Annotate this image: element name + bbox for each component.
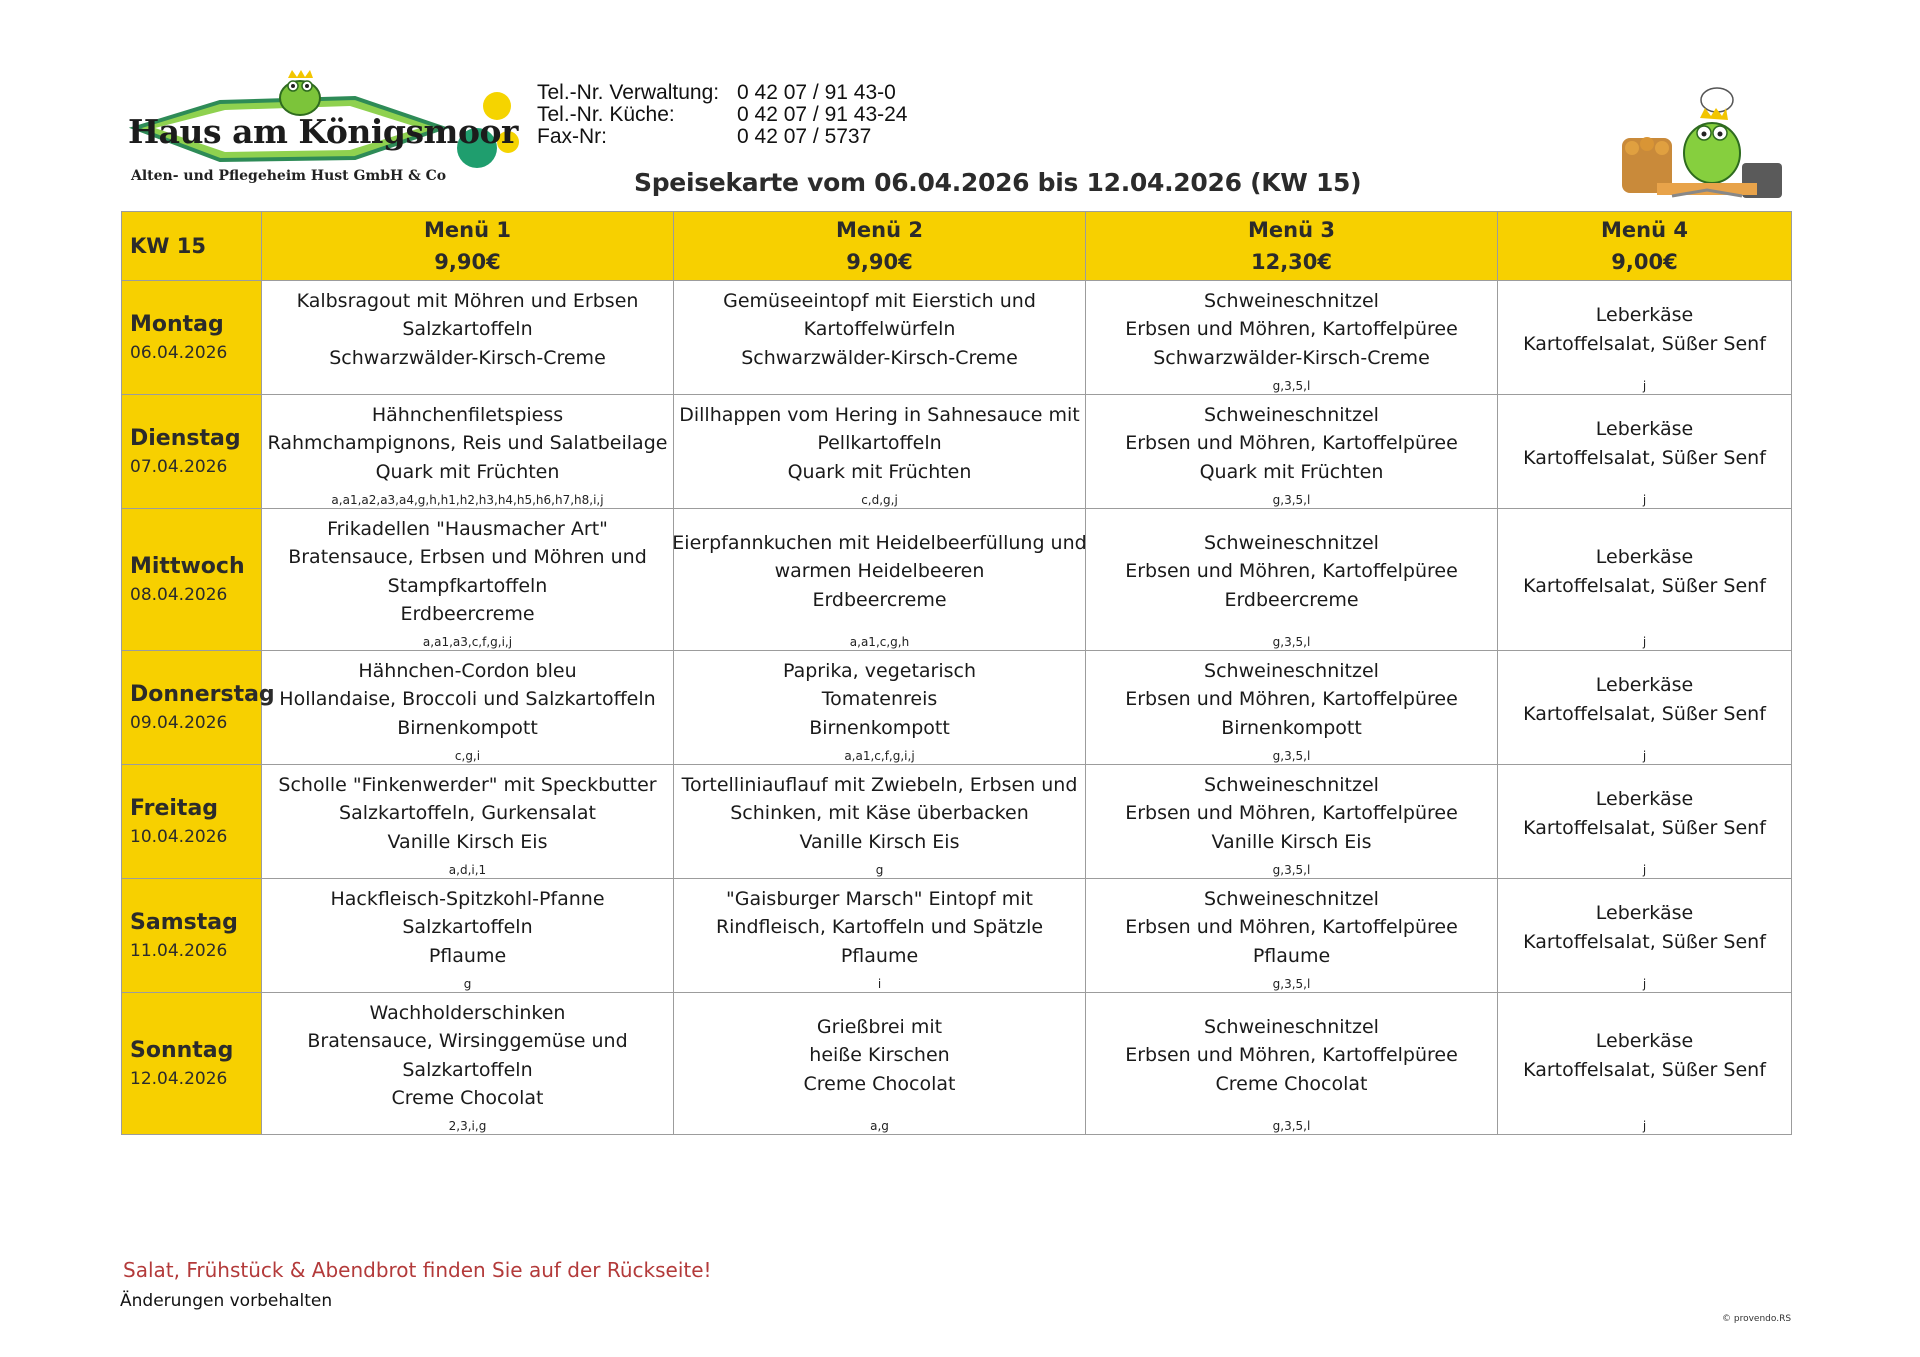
contact-row xyxy=(537,82,907,104)
menu-name: Menü 4 xyxy=(1601,218,1688,242)
dish-line: Salzkartoffeln xyxy=(402,318,533,341)
menu-header-row xyxy=(122,212,1792,281)
dish-line: Birnenkompott xyxy=(1221,716,1362,739)
dish-line: Leberkäse xyxy=(1595,1030,1694,1052)
allergen-codes: j xyxy=(1642,749,1647,763)
dish-line: Leberkäse xyxy=(1595,418,1694,440)
dish-line: Erbsen und Möhren, Kartoffelpüree xyxy=(1125,318,1458,341)
contact-info xyxy=(537,82,907,148)
dish-cell xyxy=(1498,281,1792,395)
dish-line: heiße Kirschen xyxy=(809,1044,950,1067)
dish-line: Birnenkompott xyxy=(397,716,538,739)
dish-text xyxy=(262,395,673,508)
contact-row xyxy=(537,104,907,126)
dish-line: Bratensauce, Erbsen und Möhren und xyxy=(288,546,647,568)
dish-line: Pflaume xyxy=(1252,944,1331,967)
menu-price: 9,90€ xyxy=(846,250,913,274)
dish-text xyxy=(1498,765,1791,878)
dish-line: Leberkäse xyxy=(1595,304,1694,326)
day-row xyxy=(122,395,1792,509)
dish-text xyxy=(1498,281,1791,394)
dish-line: Schweineschnitzel xyxy=(1204,887,1379,910)
allergen-codes: j xyxy=(1642,493,1647,507)
allergen-codes: g,3,5,l xyxy=(1272,635,1311,649)
logo xyxy=(125,70,525,200)
dish-text xyxy=(262,281,673,394)
footer-note: Salat, Frühstück & Abendbrot finden Sie auf der Rückseite! xyxy=(123,1258,712,1282)
allergen-codes: a,a1,a2,a3,a4,g,h,h1,h2,h3,h4,h5,h6,h7,h8,i,j xyxy=(331,493,604,507)
allergen-codes: c,g,i xyxy=(454,749,481,763)
dish-line: Kartoffelsalat, Süßer Senf xyxy=(1523,446,1766,469)
dish-line: Erbsen und Möhren, Kartoffelpüree xyxy=(1125,688,1458,711)
allergen-codes: a,a1,c,g,h xyxy=(849,635,910,649)
dish-cell xyxy=(1498,395,1792,509)
dish-line: Schinken, mit Käse überbacken xyxy=(730,802,1029,825)
allergen-codes: j xyxy=(1642,635,1647,649)
dish-cell xyxy=(1498,651,1792,765)
day-row xyxy=(122,509,1792,651)
day-name: Montag xyxy=(130,311,224,337)
allergen-codes: j xyxy=(1642,1119,1647,1133)
dish-line: Bratensauce, Wirsinggemüse und xyxy=(307,1030,628,1052)
dish-text xyxy=(1086,509,1497,650)
dish-line: Hollandaise, Broccoli und Salzkartoffeln xyxy=(279,688,656,711)
dish-line: Creme Chocolat xyxy=(1215,1072,1368,1095)
dish-text xyxy=(1086,993,1497,1134)
day-cell xyxy=(122,651,275,765)
dish-text xyxy=(674,879,1085,992)
dish-line: Eierpfannkuchen mit Heidelbeerfüllung und xyxy=(672,531,1087,554)
dish-cell xyxy=(262,651,674,765)
dish-line: Hackfleisch-Spitzkohl-Pfanne xyxy=(330,887,605,910)
dish-line: Erbsen und Möhren, Kartoffelpüree xyxy=(1125,916,1458,939)
dish-line: Schweineschnitzel xyxy=(1204,1015,1379,1038)
dish-cell xyxy=(1086,281,1498,395)
dish-text xyxy=(674,765,1085,878)
dish-line: Rahmchampignons, Reis und Salatbeilage xyxy=(267,432,668,455)
dish-line: Quark mit Früchten xyxy=(1199,460,1384,483)
dish-line: Leberkäse xyxy=(1595,546,1694,568)
dish-line: Creme Chocolat xyxy=(391,1087,544,1109)
allergen-codes: g xyxy=(875,863,884,877)
dish-line: Leberkäse xyxy=(1595,674,1694,696)
day-date: 07.04.2026 xyxy=(130,456,228,477)
contact-label: Tel.-Nr. Küche: xyxy=(537,103,675,126)
dish-line: Salzkartoffeln, Gurkensalat xyxy=(339,802,596,825)
contact-value: 0 42 07 / 91 43-24 xyxy=(737,103,908,126)
day-date: 09.04.2026 xyxy=(130,712,228,733)
dish-line: Kartoffelsalat, Süßer Senf xyxy=(1523,702,1766,725)
dish-cell xyxy=(1086,509,1498,651)
day-date: 10.04.2026 xyxy=(130,826,228,847)
dish-line: Kartoffelsalat, Süßer Senf xyxy=(1523,930,1766,953)
day-cell xyxy=(122,765,262,879)
dish-line: Hähnchen-Cordon bleu xyxy=(358,659,577,682)
day-cell xyxy=(122,509,262,651)
allergen-codes: g xyxy=(463,977,472,991)
contact-value: 0 42 07 / 5737 xyxy=(737,125,872,148)
day-date: 11.04.2026 xyxy=(130,940,228,961)
dish-cell xyxy=(674,395,1086,509)
dish-text xyxy=(1086,879,1497,992)
dish-text xyxy=(262,651,673,764)
dish-cell xyxy=(1498,879,1792,993)
dish-line: Vanille Kirsch Eis xyxy=(1211,830,1372,853)
day-row xyxy=(122,765,1792,879)
dish-line: Kartoffelsalat, Süßer Senf xyxy=(1523,1058,1766,1081)
dish-line: Vanille Kirsch Eis xyxy=(387,830,548,853)
allergen-codes: 2,3,i,g xyxy=(448,1119,487,1133)
menu-name: Menü 3 xyxy=(1248,218,1335,242)
dish-cell xyxy=(1086,395,1498,509)
dish-line: Kartoffelsalat, Süßer Senf xyxy=(1523,816,1766,839)
menu-body xyxy=(122,281,1792,1135)
dish-text xyxy=(1086,281,1497,394)
dish-text xyxy=(1498,879,1791,992)
dish-line: Scholle "Finkenwerder" mit Speckbutter xyxy=(278,773,657,796)
dish-line: Creme Chocolat xyxy=(803,1072,956,1095)
allergen-codes: g,3,5,l xyxy=(1272,493,1311,507)
dish-cell xyxy=(262,993,674,1135)
day-cell xyxy=(122,395,262,509)
dish-line: Birnenkompott xyxy=(809,716,950,739)
allergen-codes: c,d,g,j xyxy=(861,493,898,507)
dish-line: Tortelliniauflauf mit Zwiebeln, Erbsen und xyxy=(681,773,1078,796)
allergen-codes: j xyxy=(1642,863,1647,877)
allergen-codes: g,3,5,l xyxy=(1272,977,1311,991)
day-cell xyxy=(122,879,262,993)
dish-line: Schweineschnitzel xyxy=(1204,773,1379,796)
day-name: Mittwoch xyxy=(130,553,245,579)
allergen-codes: g,3,5,l xyxy=(1272,863,1311,877)
dish-line: Schweineschnitzel xyxy=(1204,403,1379,426)
dish-line: Dillhappen vom Hering in Sahnesauce mit xyxy=(679,403,1080,426)
dish-line: Quark mit Früchten xyxy=(787,460,972,483)
day-cell xyxy=(122,993,262,1135)
contact-value: 0 42 07 / 91 43-0 xyxy=(737,81,896,104)
day-date: 12.04.2026 xyxy=(130,1068,228,1089)
dish-cell xyxy=(1498,509,1792,651)
dish-line: Kartoffelsalat, Süßer Senf xyxy=(1523,332,1766,355)
week-label: KW 15 xyxy=(122,212,262,281)
allergen-codes: a,a1,a3,c,f,g,i,j xyxy=(422,635,513,649)
day-name: Donnerstag xyxy=(130,681,275,707)
dish-line: Gemüseeintopf mit Eierstich und xyxy=(723,289,1036,312)
dish-line: Grießbrei mit xyxy=(816,1015,943,1038)
dish-cell xyxy=(1086,879,1498,993)
allergen-codes: j xyxy=(1642,379,1647,393)
chef-frog-icon xyxy=(1612,78,1787,208)
dish-cell xyxy=(674,281,1086,395)
dish-cell xyxy=(674,651,1086,765)
dish-line: Leberkäse xyxy=(1595,902,1694,924)
dish-line: Quark mit Früchten xyxy=(375,460,560,483)
logo-name: Haus am Königsmoor xyxy=(128,112,518,151)
dish-line: Rindfleisch, Kartoffeln und Spätzle xyxy=(715,916,1044,939)
dish-line: Erbsen und Möhren, Kartoffelpüree xyxy=(1125,802,1458,825)
day-row xyxy=(122,281,1792,395)
contact-row xyxy=(537,126,907,148)
day-row xyxy=(122,993,1792,1135)
dish-cell xyxy=(1498,993,1792,1135)
dish-line: Leberkäse xyxy=(1595,788,1694,810)
allergen-codes: a,a1,c,f,g,i,j xyxy=(844,749,915,763)
dish-text xyxy=(674,281,1085,394)
dish-text xyxy=(1498,509,1791,650)
menu-header xyxy=(674,212,1086,281)
dish-line: Hähnchenfiletspiess xyxy=(371,403,564,426)
dish-line: Vanille Kirsch Eis xyxy=(799,830,960,853)
contact-label: Fax-Nr: xyxy=(537,125,607,148)
dish-line: Erbsen und Möhren, Kartoffelpüree xyxy=(1125,560,1458,583)
dish-text xyxy=(1498,395,1791,508)
dish-cell xyxy=(674,879,1086,993)
dish-text xyxy=(1498,993,1791,1134)
day-name: Samstag xyxy=(130,909,238,935)
dish-cell xyxy=(674,509,1086,651)
dish-line: Erdbeercreme xyxy=(1224,588,1359,611)
dish-cell xyxy=(262,509,674,651)
menu-price: 9,90€ xyxy=(434,250,501,274)
day-name: Dienstag xyxy=(130,425,241,451)
dish-text xyxy=(674,993,1085,1134)
dish-text xyxy=(262,509,673,650)
dish-cell xyxy=(262,281,674,395)
dish-text xyxy=(674,395,1085,508)
menu-header xyxy=(262,212,674,281)
logo-subtitle: Alten- und Pflegeheim Hust GmbH & Co xyxy=(131,168,447,184)
dish-text xyxy=(262,879,673,992)
page-title: Speisekarte vom 06.04.2026 bis 12.04.2026 (KW 15) xyxy=(634,168,1362,197)
day-cell xyxy=(122,281,262,395)
dish-text xyxy=(262,993,673,1134)
footer-disclaimer: Änderungen vorbehalten xyxy=(120,1291,333,1311)
contact-label: Tel.-Nr. Verwaltung: xyxy=(537,81,720,104)
dish-cell xyxy=(262,765,674,879)
dish-line: Schweineschnitzel xyxy=(1204,289,1379,312)
menu-price: 9,00€ xyxy=(1611,250,1678,274)
dish-line: "Gaisburger Marsch" Eintopf mit xyxy=(726,887,1033,910)
dish-line: warmen Heidelbeeren xyxy=(774,560,985,583)
menu-header xyxy=(1498,212,1792,281)
dish-cell xyxy=(674,765,1086,879)
dish-line: Erdbeercreme xyxy=(812,588,947,611)
allergen-codes: i xyxy=(877,977,882,991)
dish-line: Kartoffelsalat, Süßer Senf xyxy=(1523,574,1766,597)
allergen-codes: g,3,5,l xyxy=(1272,749,1311,763)
day-row xyxy=(122,651,1792,765)
dish-text xyxy=(674,651,1085,764)
day-date: 06.04.2026 xyxy=(130,342,228,363)
day-name: Freitag xyxy=(130,795,219,821)
dish-line: Schwarzwälder-Kirsch-Creme xyxy=(741,346,1018,369)
dish-text xyxy=(674,509,1085,650)
dish-cell xyxy=(1086,651,1498,765)
dish-text xyxy=(1498,651,1791,764)
allergen-codes: j xyxy=(1642,977,1647,991)
dish-text xyxy=(262,765,673,878)
day-row xyxy=(122,879,1792,993)
dish-line: Kartoffelwürfeln xyxy=(803,318,956,341)
dish-line: Schweineschnitzel xyxy=(1204,659,1379,682)
day-name: Sonntag xyxy=(130,1037,234,1063)
menu-price: 12,30€ xyxy=(1250,250,1333,274)
dish-line: Pflaume xyxy=(428,944,507,967)
dish-line: Schweineschnitzel xyxy=(1204,531,1379,554)
dish-line: Schwarzwälder-Kirsch-Creme xyxy=(329,346,606,369)
dish-text xyxy=(1086,765,1497,878)
dish-cell xyxy=(1086,993,1498,1135)
dish-line: Frikadellen "Hausmacher Art" xyxy=(327,517,608,540)
dish-cell xyxy=(1498,765,1792,879)
dish-line: Kalbsragout mit Möhren und Erbsen xyxy=(296,289,639,312)
dish-line: Schwarzwälder-Kirsch-Creme xyxy=(1153,346,1430,369)
dish-line: Tomatenreis xyxy=(821,688,938,711)
dish-line: Erbsen und Möhren, Kartoffelpüree xyxy=(1125,432,1458,455)
dish-cell xyxy=(674,993,1086,1135)
copyright: © provendo.RS xyxy=(1722,1314,1792,1324)
dish-line: Erbsen und Möhren, Kartoffelpüree xyxy=(1125,1044,1458,1067)
allergen-codes: g,3,5,l xyxy=(1272,1119,1311,1133)
day-date: 08.04.2026 xyxy=(130,584,228,605)
dish-line: Salzkartoffeln xyxy=(402,916,533,939)
dish-cell xyxy=(1086,765,1498,879)
dish-line: Erdbeercreme xyxy=(400,603,535,625)
dish-line: Pellkartoffeln xyxy=(817,432,942,455)
dish-line: Salzkartoffeln xyxy=(402,1058,533,1081)
menu-name: Menü 1 xyxy=(424,218,511,242)
allergen-codes: g,3,5,l xyxy=(1272,379,1311,393)
dish-line: Paprika, vegetarisch xyxy=(782,659,977,682)
menu-name: Menü 2 xyxy=(836,218,923,242)
dish-cell xyxy=(262,395,674,509)
allergen-codes: a,g xyxy=(870,1119,889,1133)
menu-table xyxy=(121,211,1792,1135)
dish-line: Stampfkartoffeln xyxy=(387,574,548,597)
menu-header xyxy=(1086,212,1498,281)
dish-cell xyxy=(262,879,674,993)
dish-text xyxy=(1086,395,1497,508)
allergen-codes: a,d,i,1 xyxy=(448,863,487,877)
dish-text xyxy=(1086,651,1497,764)
dish-line: Wachholderschinken xyxy=(369,1001,566,1024)
dish-line: Pflaume xyxy=(840,944,919,967)
